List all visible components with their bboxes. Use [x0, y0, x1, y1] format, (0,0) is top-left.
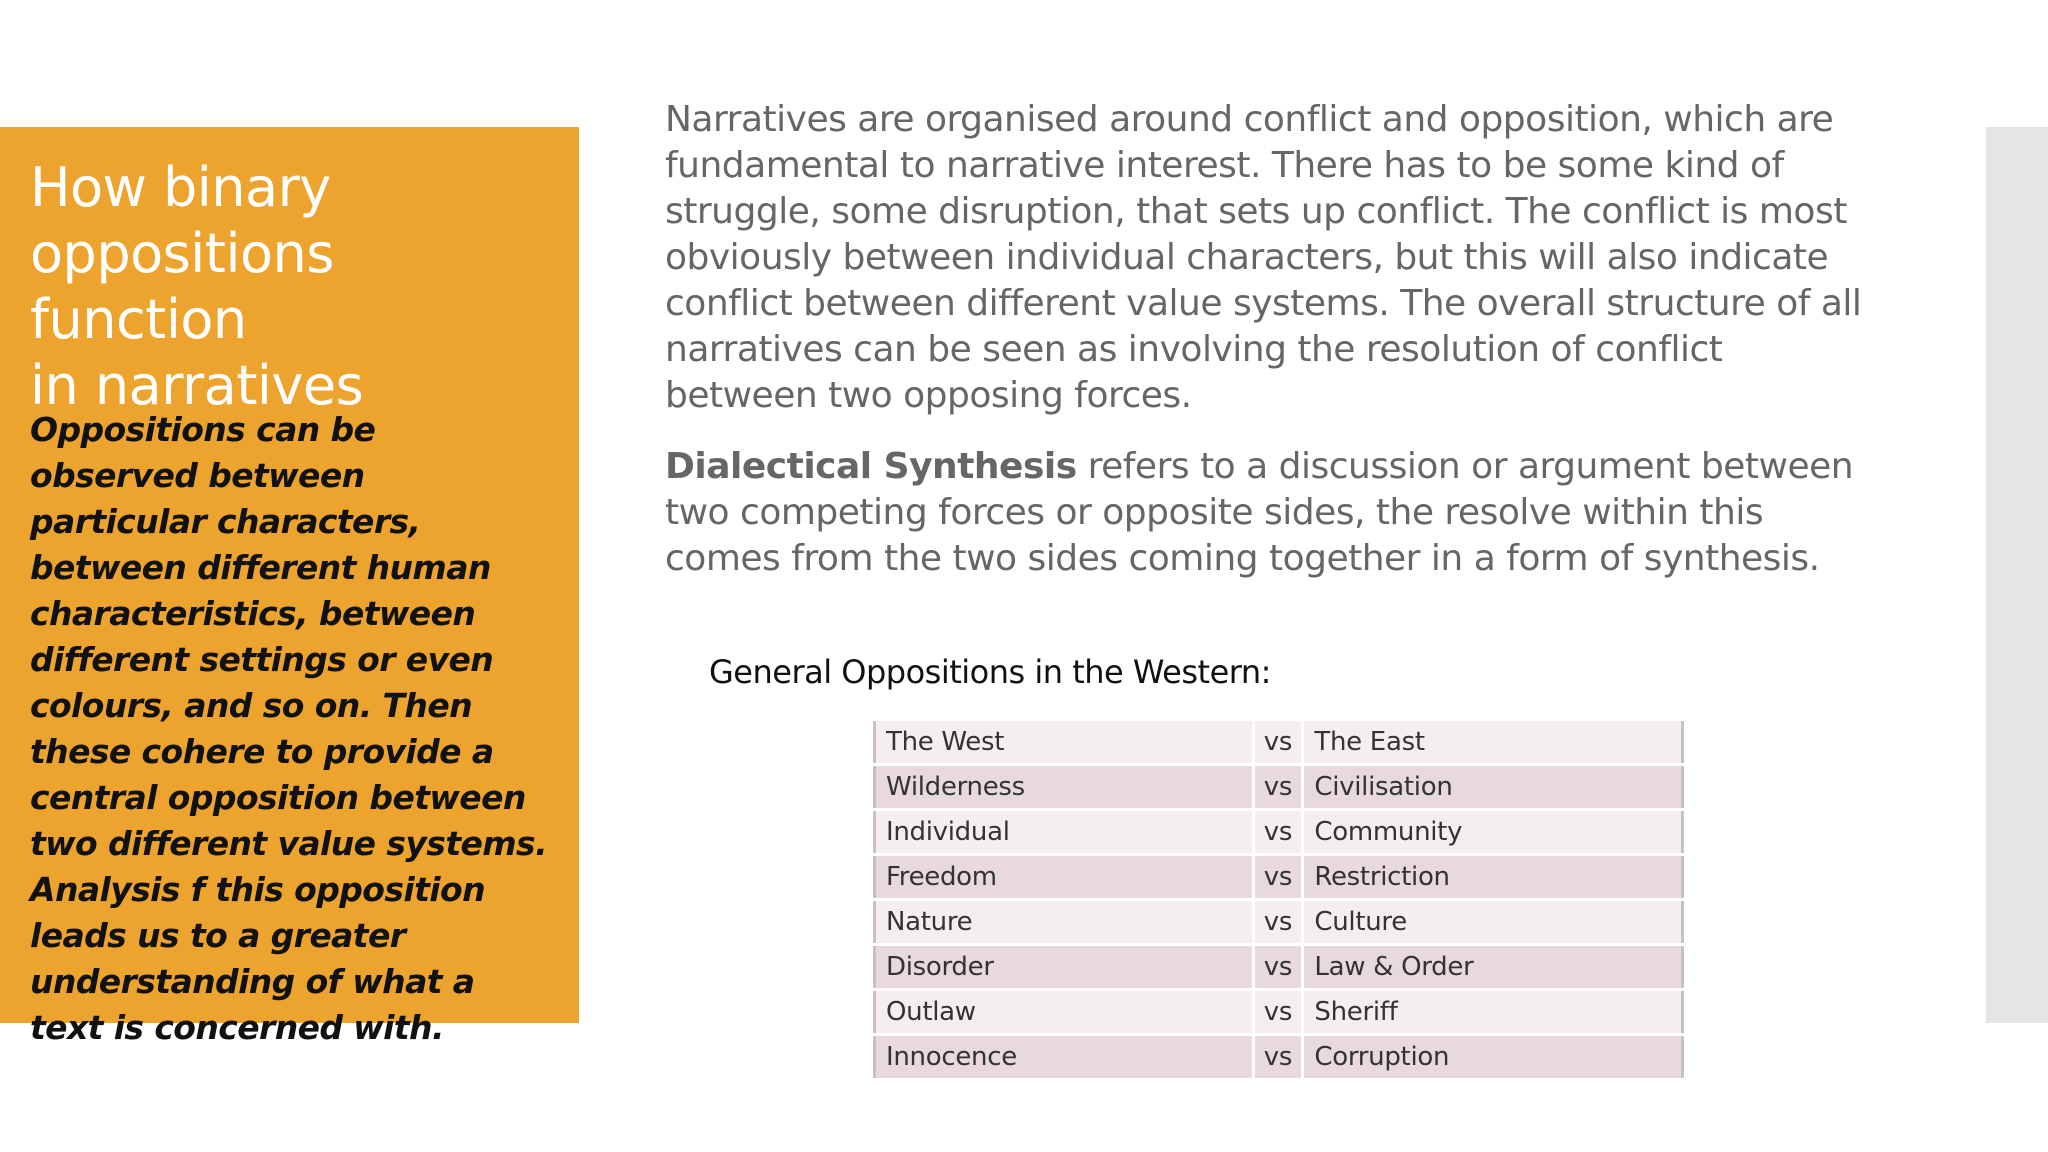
- left-cell: Wilderness: [875, 765, 1254, 810]
- oppositions-table: [873, 718, 1684, 1081]
- right-cell: Culture: [1303, 900, 1683, 945]
- vs-cell: vs: [1253, 765, 1303, 810]
- right-cell: The East: [1303, 720, 1683, 765]
- right-cell: Law & Order: [1303, 945, 1683, 990]
- vs-cell: vs: [1253, 855, 1303, 900]
- slide-title: [30, 155, 539, 419]
- vs-cell: vs: [1253, 810, 1303, 855]
- table-row: [875, 720, 1683, 765]
- table-row: [875, 990, 1683, 1035]
- table-row: [875, 855, 1683, 900]
- table-row: [875, 1035, 1683, 1080]
- left-cell: Outlaw: [875, 990, 1254, 1035]
- title-line: in narratives: [30, 354, 364, 417]
- vs-cell: vs: [1253, 990, 1303, 1035]
- right-cell: Sheriff: [1303, 990, 1683, 1035]
- table-row: [875, 945, 1683, 990]
- left-cell: The West: [875, 720, 1254, 765]
- vs-cell: vs: [1253, 720, 1303, 765]
- key-term: Dialectical Synthesis: [665, 446, 1077, 487]
- table-caption: General Oppositions in the Western:: [709, 653, 1271, 691]
- table-row: [875, 900, 1683, 945]
- right-cell: Restriction: [1303, 855, 1683, 900]
- sidebar-panel: [0, 127, 579, 1047]
- vs-cell: vs: [1253, 1035, 1303, 1080]
- right-cell: Community: [1303, 810, 1683, 855]
- left-cell: Nature: [875, 900, 1254, 945]
- body-paragraph-1: Narratives are organised around conflict and opposition, which are fundamental to narrative interest. There has to be some kind of struggle, some disruption, that sets up conflict. The conflict is most obviously between individual characters, but this will also indicate conflict between different value systems. The overall structure of all narratives can be seen as involving the resolution of conflict between two opposing forces.: [665, 99, 1862, 416]
- table-row: [875, 810, 1683, 855]
- title-line: How binary: [30, 156, 331, 219]
- left-cell: Freedom: [875, 855, 1254, 900]
- body-paragraph-2: [665, 444, 1865, 582]
- left-cell: Innocence: [875, 1035, 1254, 1080]
- side-strip: [1986, 127, 2048, 1023]
- vs-cell: vs: [1253, 945, 1303, 990]
- body-paragraph-2-text: refers to a discussion or argument between two competing forces or opposite sides, the resolve within this comes from the two sides coming together in a form of synthesis.: [665, 446, 1854, 579]
- right-cell: Civilisation: [1303, 765, 1683, 810]
- title-line: oppositions function: [30, 222, 334, 351]
- left-cell: Individual: [875, 810, 1254, 855]
- sidebar-text: Oppositions can be observed between particular characters, between different human characteristics, between different settings or even colours, and so on. Then these cohere to provide a central opposition between two different value systems. Analysis f this opposition leads us to a greater understanding of what a text is concerned with.: [30, 410, 548, 1047]
- right-cell: Corruption: [1303, 1035, 1683, 1080]
- table-row: [875, 765, 1683, 810]
- vs-cell: vs: [1253, 900, 1303, 945]
- left-cell: Disorder: [875, 945, 1254, 990]
